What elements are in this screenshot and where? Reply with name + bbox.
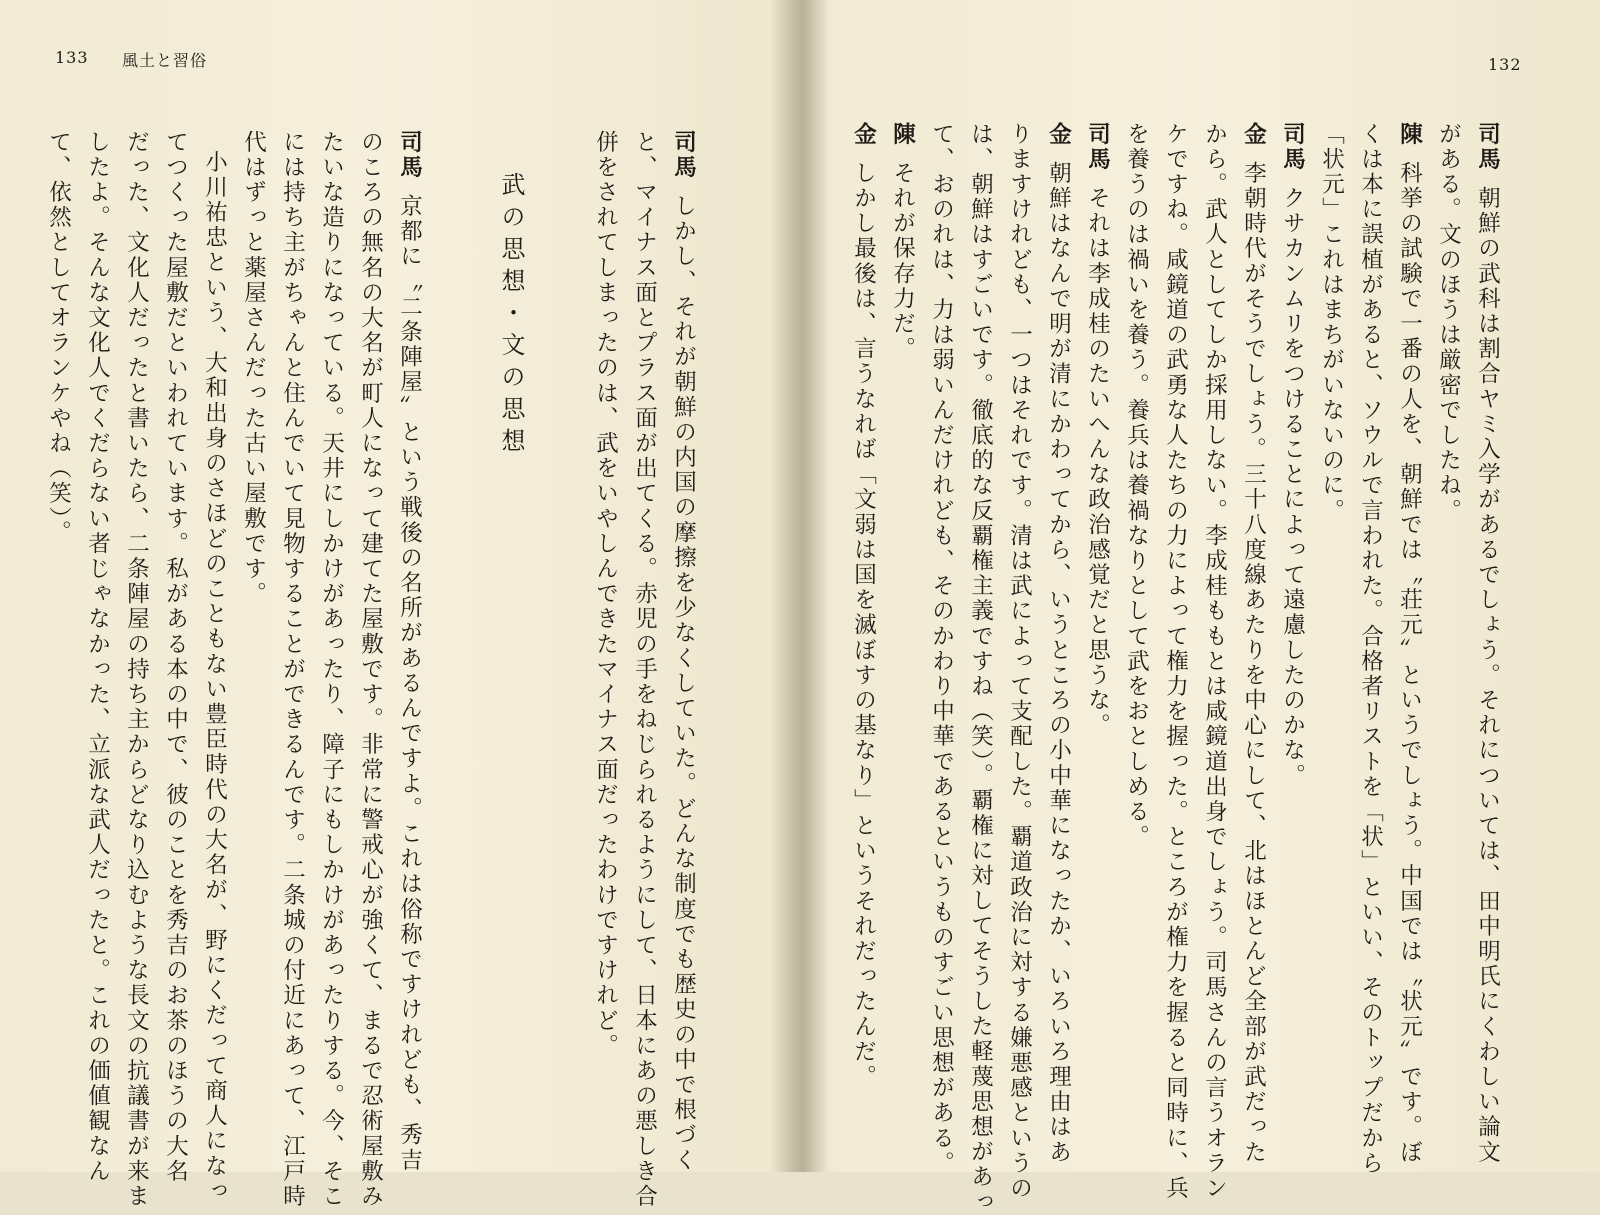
running-title: 風土と習俗	[122, 51, 208, 70]
text-column	[1203, 122, 1226, 1201]
text-column	[47, 130, 70, 545]
text-column	[203, 150, 226, 1204]
text-column	[125, 130, 148, 1209]
column-text: 李朝時代がそうでしょう。三十八度線あたりを中心にして、北はほとんど全部が武だった	[1240, 161, 1267, 1166]
speaker-label: 金	[850, 122, 877, 148]
column-text: しかし、それが朝鮮の内国の摩擦を少なくしていた。どんな制度でも歴史の中で根づく	[670, 194, 697, 1174]
column-text: て、依然としてオランケやね（笑）。	[45, 130, 72, 546]
column-text: て、おのれは、力は弱いんだけれども、そのかわり中華であるというものすごい思想がある。	[928, 122, 955, 1177]
column-text: くは本に誤植があると、ソウルで言われた。合格者リストを「状」といい、そのトップだから	[1357, 122, 1384, 1177]
text-column	[1476, 122, 1499, 1165]
speaker-label: 司馬	[1279, 122, 1306, 173]
column-text: 併をされてしまったのは、武をいやしんできたマイナス面だったわけですけれど。	[592, 130, 619, 1059]
book-gutter	[770, 0, 830, 1172]
column-text: 代はずっと薬屋さんだった古い屋敷です。	[240, 130, 267, 607]
text-column	[1008, 122, 1031, 1201]
column-text: がある。文のほうは厳密でしたね。	[1435, 122, 1462, 524]
column-text: それは李成桂のたいへんな政治感覚だと思うな。	[1084, 186, 1111, 739]
speaker-label: 陳	[889, 122, 916, 148]
column-text: てつくった屋敷だといわれています。私がある本の中で、彼のことを秀吉のお茶のほうの大名	[162, 130, 189, 1185]
text-column	[398, 130, 421, 1173]
column-text: には持ち主がちゃんと住んでいて見物することができるんです。二条城の付近にあって、江戸時	[279, 130, 306, 1210]
text-column	[1125, 122, 1148, 850]
column-text: それが保存力だ。	[889, 161, 916, 362]
column-text: クサカンムリをつけることによって遠慮したのかな。	[1279, 186, 1306, 789]
text-column	[86, 130, 109, 1184]
text-column	[1242, 122, 1265, 1165]
column-text: と、マイナス面とプラス面が出てくる。赤児の手をねじられるようにして、日本にあの悪しき合	[631, 130, 658, 1210]
text-column	[1086, 122, 1109, 738]
column-text: は、朝鮮はすごいです。徹底的な反覇権主義ですね（笑）。覇権に対してそうした軽蔑思想があっ	[967, 122, 994, 1215]
text-column	[1359, 122, 1382, 1176]
text-column	[1281, 122, 1304, 789]
text-column	[1047, 122, 1070, 1165]
column-text: 科挙の試験で一番の人を、朝鮮では〝荘元〟というでしょう。中国では〝状元〟です。ぼ	[1396, 161, 1423, 1166]
section-heading: 武の思想・文の思想	[497, 172, 525, 460]
column-text: から。武人としてしか採用しない。李成桂ももとは咸鏡道出身でしょう。司馬さんの言うオラン	[1201, 122, 1228, 1202]
text-column	[852, 122, 875, 1090]
column-text: りますけれども、一つはそれです。清は武によって支配した。覇道政治に対する嫌悪感というの	[1006, 122, 1033, 1202]
column-text: したよ。そんな文化人でくだらない者じゃなかった、立派な武人だったと。これの価値観なん	[84, 130, 111, 1185]
column-text: を養うのは禍いを養う。養兵は養禍なりとして武をおとしめる。	[1123, 122, 1150, 850]
text-column	[359, 130, 382, 1209]
column-text: 「状元」これはまちがいないのに。	[1318, 122, 1345, 524]
text-column	[320, 130, 343, 1209]
speaker-label: 金	[1240, 122, 1267, 148]
column-text: しかし最後は、言うなれば「文弱は国を滅ぼすの基なり」というそれだったんだ。	[850, 161, 877, 1090]
column-text: たいな造りになっている。天井にしかけがあったり、障子にもしかけがあったりする。今、そこ	[318, 130, 345, 1210]
text-column	[242, 130, 265, 607]
text-column	[633, 130, 656, 1209]
text-column	[891, 122, 914, 362]
speaker-label: 司馬	[1474, 122, 1501, 173]
column-text: のころの無名の大名が町人になって建てた屋敷です。非常に警戒心が強くて、まるで忍術屋敷み	[357, 130, 384, 1210]
speaker-label: 司馬	[396, 130, 423, 181]
speaker-label: 司馬	[670, 130, 697, 181]
speaker-label: 金	[1045, 122, 1072, 148]
column-text: 朝鮮はなんで明が清にかわってから、いうところの小中華になったか、いろいろ理由はあ	[1045, 161, 1072, 1166]
text-column	[1164, 122, 1187, 1201]
right-page-number: 132	[1488, 55, 1522, 74]
column-text: 小川祐忠という、大和出身のさほどのこともない豊臣時代の大名が、野にくだって商人になっ	[201, 150, 228, 1205]
column-text: ケですね。咸鏡道の武勇な人たちの力によって権力を握った。ところが権力を握ると同時に、兵	[1162, 122, 1189, 1202]
left-page-number: 133	[55, 48, 89, 67]
text-column	[969, 122, 992, 1215]
text-column	[1437, 122, 1460, 524]
speaker-label: 司馬	[1084, 122, 1111, 173]
column-text: 京都に〝二条陣屋〟という戦後の名所があるんですよ。これは俗称ですけれども、秀吉	[396, 194, 423, 1174]
text-column	[1398, 122, 1421, 1165]
text-column	[594, 130, 617, 1059]
speaker-label: 陳	[1396, 122, 1423, 148]
text-column	[281, 130, 304, 1209]
column-text: 朝鮮の武科は割合ヤミ入学があるでしょう。それについては、田中明氏にくわしい論文	[1474, 186, 1501, 1166]
text-column	[1320, 122, 1343, 524]
text-column	[672, 130, 695, 1173]
text-column	[164, 130, 187, 1184]
text-column	[930, 122, 953, 1176]
column-text: だった、文化人だったと書いたら、二条陣屋の持ち主からどなり込むような長文の抗議書が来ま	[123, 130, 150, 1210]
